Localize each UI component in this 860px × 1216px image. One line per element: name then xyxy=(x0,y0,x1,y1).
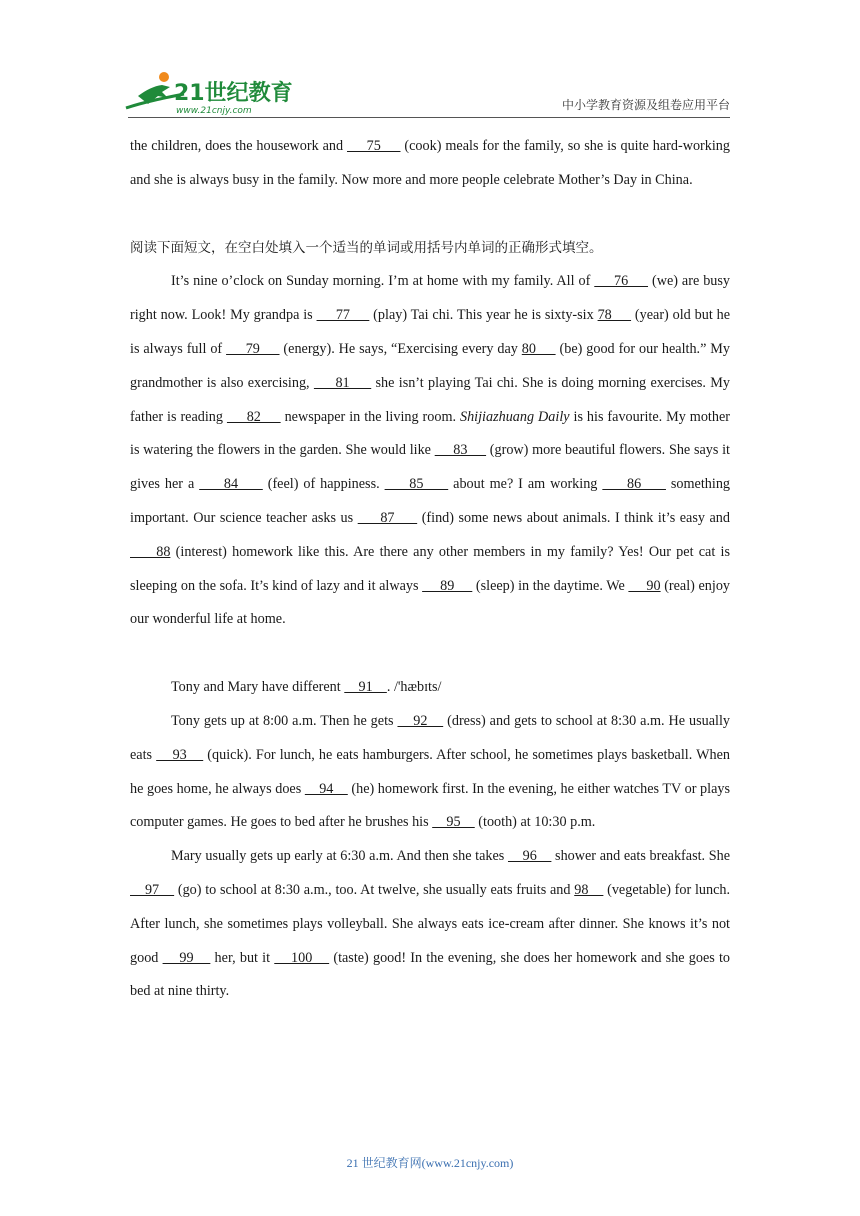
blank-77: 77 xyxy=(316,307,370,324)
blank-76: 76 xyxy=(594,273,649,290)
passage-family-sunday: It’s nine o’clock on Sunday morning. I’m at home with my family. All of 76 (we) are busy right now. Look! My grandpa is 77 (play) Tai chi. This year he is sixty-six 78 (year) old but he is always full of 79 (energy). He says, “Exercising every day 80 (be) good for our health.” My grandmother is also exercising, 81 she isn’t playing Tai chi. She is doing morning exercises. My father is reading 82 newspaper in the living room. Shijiazhuang Daily is his favourite. My mother is watering the flowers in the garden. She would like 83 (grow) more beautiful flowers. She says it gives her a 84 (feel) of happiness. 85 about me? I am working 86 something important. Our science teacher asks us 87 (find) some news about animals. I think it’s easy and 88 (interest) homework like this. Are there any other members in my family? Yes! Our pet cat is sleeping on the sofa. It’s kind of lazy and it always 89 (sleep) in the daytime. We 90 (real) enjoy our wonderful life at home. xyxy=(130,273,731,628)
blank-78: 78 xyxy=(597,307,632,324)
passage-mary: Mary usually gets up early at 6:30 a.m. And then she takes 96 shower and eats breakfast. She 97 (go) to school at 8:30 a.m., too. At twelve, she usually eats fruits and 98 (vegetable) for lunch. After lunch, she sometimes plays volleyball. She always eats ice-cream after dinner. She knows it’s not good 99 her, but it 100 (taste) good! In the evening, she does her homework and she goes to bed at nine thirty. xyxy=(130,848,731,1000)
paragraph-continued: the children, does the housework and 75 (cook) meals for the family, so she is quite hard-working and she is always busy in the family. Now more and more people celebrate Mother’s Day in China. xyxy=(130,138,730,188)
blank-98: 98 xyxy=(574,881,604,898)
page-header xyxy=(0,0,860,125)
blank-80: 80 xyxy=(521,340,556,357)
platform-label: 中小学教育资源及组卷应用平台 xyxy=(561,98,730,112)
blank-88: 88 xyxy=(130,543,171,560)
blank-79: 79 xyxy=(226,340,280,357)
blank-85: 85 xyxy=(384,476,449,493)
blank-100: 100 xyxy=(274,949,330,966)
blank-94: 94 xyxy=(304,780,348,797)
blank-92: 92 xyxy=(397,712,444,729)
logo-url: www.21cnjy.com xyxy=(176,106,252,116)
passage-tony: Tony gets up at 8:00 a.m. Then he gets 92 (dress) and gets to school at 8:30 a.m. He usually eats 93 (quick). For lunch, he eats hamburgers. After school, he sometimes plays basketball. When he goes home, he always does 94 (he) homework first. In the evening, he either watches TV or plays computer games. He goes to bed after he brushes his 95 (tooth) at 10:30 p.m. xyxy=(130,712,731,831)
blank-75: 75 xyxy=(347,138,401,154)
blank-99: 99 xyxy=(162,949,211,966)
header-divider xyxy=(128,117,730,118)
logo xyxy=(124,68,294,116)
blank-90: 90 xyxy=(628,577,661,594)
instruction: 阅读下面短文，在空白处填入一个适当的单词或用括号内单词的正确形式填空。 xyxy=(130,239,603,256)
blank-93: 93 xyxy=(156,746,204,763)
blank-81: 81 xyxy=(313,374,372,391)
passage-habits-title: Tony and Mary have different 91 . /'hæbɪts/ xyxy=(171,679,442,696)
blank-97: 97 xyxy=(130,881,175,898)
blank-84: 84 xyxy=(199,476,263,493)
blank-96: 96 xyxy=(507,848,552,865)
blank-87: 87 xyxy=(357,509,418,526)
blank-82: 82 xyxy=(226,408,281,425)
blank-86: 86 xyxy=(602,476,666,493)
blank-91: 91 xyxy=(344,679,387,696)
blank-89: 89 xyxy=(422,577,473,594)
blank-95: 95 xyxy=(432,814,475,831)
blank-83: 83 xyxy=(434,442,487,459)
document-body xyxy=(130,130,730,1009)
logo-text: 21世纪教育 xyxy=(174,81,293,106)
page-footer: 21 世纪教育网(www.21cnjy.com) xyxy=(346,1156,514,1170)
